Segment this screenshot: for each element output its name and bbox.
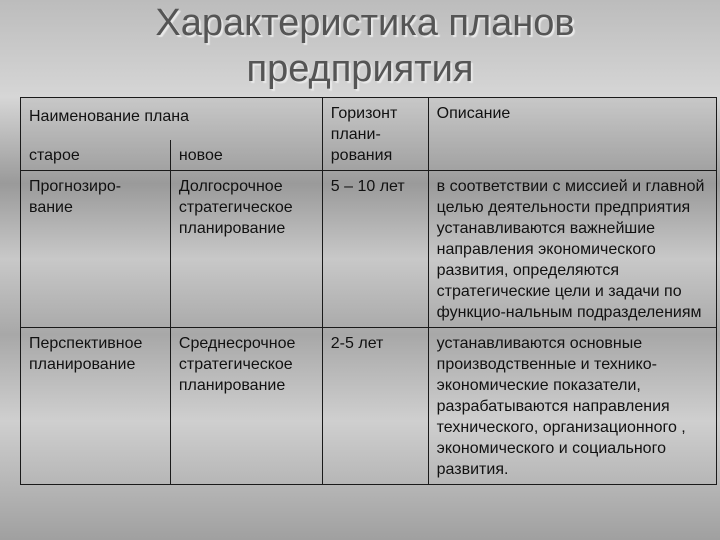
old-header: старое — [21, 140, 171, 171]
horizon-cell: 5 – 10 лет — [322, 171, 428, 328]
description-header: Описание — [428, 98, 716, 171]
table-row — [21, 328, 717, 485]
old-name-cell: Перспективное планирование — [21, 328, 171, 485]
slide-title — [0, 0, 720, 92]
title-line-1: Характеристика планов — [155, 2, 575, 44]
horizon-cell: 2-5 лет — [322, 328, 428, 485]
plans-table — [20, 97, 717, 485]
table-row — [21, 171, 717, 328]
header-row — [21, 98, 717, 141]
horizon-header: Горизонт плани-рования — [322, 98, 428, 171]
plan-name-header: Наименование плана — [21, 98, 323, 141]
description-cell: устанавливаются основные производственные и технико-экономические показатели, разрабатываются направления технического, организационного , экономического и социального развития. — [428, 328, 716, 485]
new-header: новое — [170, 140, 322, 171]
old-name-cell: Прогнозиро-вание — [21, 171, 171, 328]
new-name-cell: Среднесрочное стратегическое планирование — [170, 328, 322, 485]
title-line-2: предприятия — [246, 48, 474, 90]
description-cell: в соответствии с миссией и главной целью деятельности предприятия устанавливаются важнейшие направления экономического развития, определяются стратегические цели и задачи по функцио-нальным подразделениям — [428, 171, 716, 328]
new-name-cell: Долгосрочное стратегическое планирование — [170, 171, 322, 328]
